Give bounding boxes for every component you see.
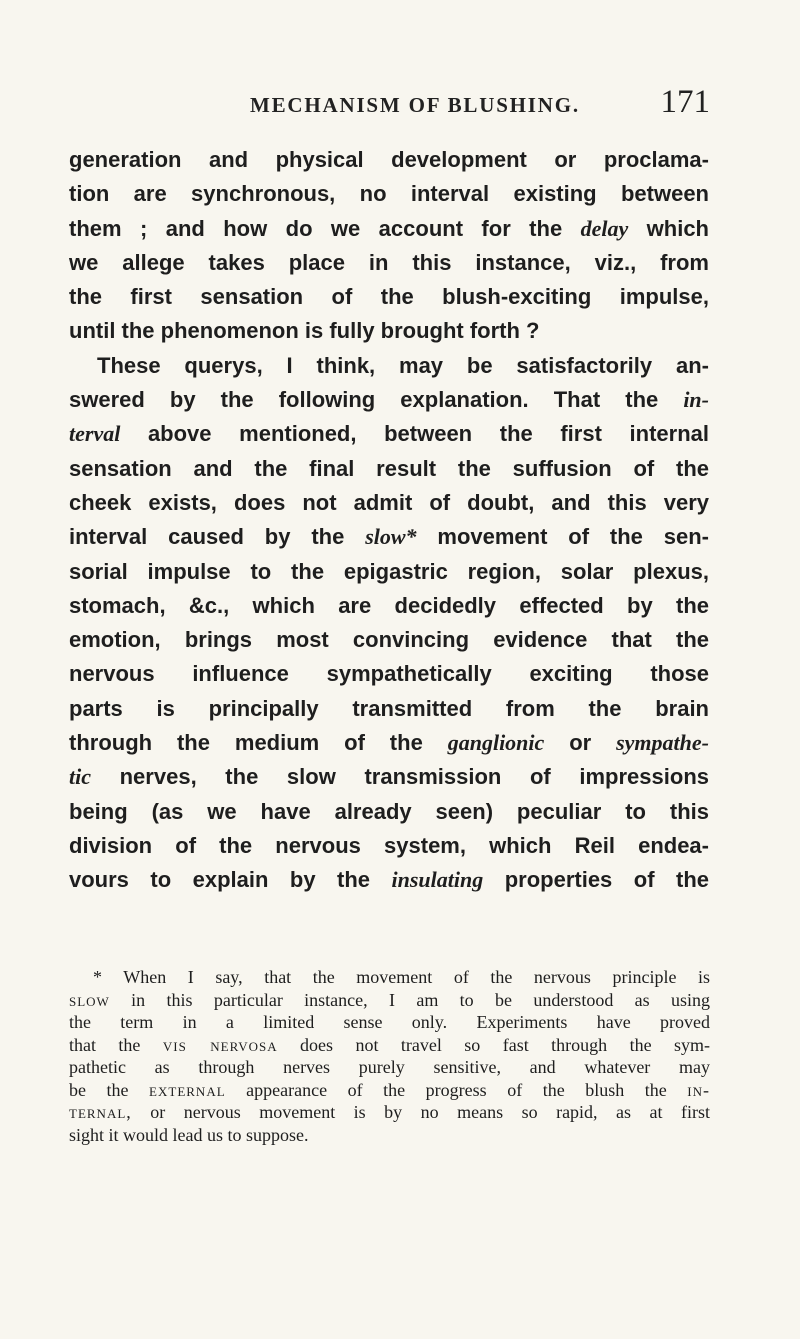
text-run: tion are synchronous, no interval existing between — [69, 181, 709, 207]
italic-text: sympathe- — [616, 730, 709, 756]
text-run: vours to explain by the — [69, 867, 392, 893]
text-line — [69, 863, 709, 897]
text-line — [69, 829, 709, 863]
text-run: These querys, I think, may be satisfactorily an- — [97, 352, 709, 378]
text-run: be the — [69, 1079, 150, 1100]
small-caps-text: in- — [687, 1079, 710, 1100]
text-run: parts is principally transmitted from the brain — [69, 695, 709, 721]
text-run: movement of the sen- — [416, 524, 710, 550]
text-run: pathetic as through nerves purely sensitive, and whatever may — [69, 1057, 710, 1077]
page-number: 171 — [660, 84, 710, 120]
footnote-line — [69, 1101, 710, 1124]
footnote-line — [69, 1034, 710, 1057]
main-text — [69, 143, 709, 898]
text-line — [69, 280, 709, 314]
text-line — [69, 314, 709, 348]
text-line — [69, 726, 709, 760]
text-run: properties of the — [483, 867, 709, 893]
text-run: division of the nervous system, which Reil endea- — [69, 832, 709, 858]
text-run: nervous influence sympathetically exciting those — [69, 661, 709, 687]
footnote-line — [69, 1011, 710, 1034]
footnote-line — [69, 1056, 710, 1079]
text-line — [69, 520, 709, 554]
text-line — [69, 486, 709, 520]
text-line — [69, 177, 709, 211]
text-run: nerves, the slow transmission of impressions — [91, 764, 709, 790]
text-line — [69, 555, 709, 589]
text-run: * When I say, that the movement of the nervous principle is — [93, 967, 710, 987]
text-run: being (as we have already seen) peculiar to this — [69, 798, 709, 824]
footnote-line — [69, 1124, 710, 1147]
text-run: sorial impulse to the epigastric region, solar plexus, — [69, 558, 709, 584]
text-run: through the medium of the — [69, 730, 448, 756]
small-caps-text: external — [149, 1079, 226, 1100]
text-line — [69, 692, 709, 726]
text-line — [69, 760, 709, 794]
text-run: stomach, &c., which are decidedly effected by the — [69, 592, 709, 618]
text-run: generation and physical development or proclama- — [69, 147, 709, 172]
text-run: in this particular instance, I am to be understood as using — [109, 989, 710, 1010]
text-run: the first sensation of the blush-exciting impulse, — [69, 284, 709, 310]
small-caps-text: ternal, — [69, 1102, 132, 1122]
small-caps-text: vis nervosa — [162, 1034, 278, 1055]
italic-text: delay — [580, 215, 629, 241]
footnote-line — [69, 966, 710, 989]
text-line — [69, 143, 709, 177]
text-run: cheek exists, does not admit of doubt, and this very — [69, 489, 709, 515]
text-line — [69, 589, 709, 623]
italic-text: tic — [69, 764, 91, 790]
footnote — [69, 966, 710, 1146]
page-header — [250, 82, 710, 122]
italic-text: insulating — [391, 867, 484, 893]
text-run: above mentioned, between the first internal — [120, 421, 709, 447]
text-run: we allege takes place in this instance, viz., from — [69, 249, 709, 275]
running-head: MECHANISM OF BLUSHING. — [250, 93, 580, 117]
italic-text: ganglionic — [447, 730, 545, 756]
footnote-line — [69, 989, 710, 1012]
text-run: which — [628, 215, 709, 241]
text-run: the term in a limited sense only. Experiments have proved — [69, 1012, 710, 1032]
text-line — [69, 657, 709, 691]
text-run: swered by the following explanation. That the — [69, 387, 684, 413]
text-run: does not travel so fast through the sym- — [277, 1034, 710, 1055]
text-run: or nervous movement is by no means so rapid, as at first — [131, 1102, 710, 1122]
text-run: them ; and how do we account for the — [69, 215, 581, 241]
text-line — [69, 452, 709, 486]
text-line — [69, 623, 709, 657]
text-line — [69, 349, 709, 383]
text-line — [69, 212, 709, 246]
text-run: or — [544, 730, 617, 756]
italic-text: slow* — [365, 524, 417, 550]
small-caps-text: slow — [69, 989, 110, 1010]
italic-text: terval — [69, 421, 121, 447]
text-run: emotion, brings most convincing evidence that the — [69, 627, 709, 653]
text-run: sight it would lead us to suppose. — [69, 1124, 309, 1145]
text-run: interval caused by the — [69, 524, 366, 550]
text-line — [69, 383, 709, 417]
text-line — [69, 246, 709, 280]
footnote-line — [69, 1079, 710, 1102]
italic-text: in- — [683, 387, 709, 413]
text-line — [69, 417, 709, 451]
text-line — [69, 795, 709, 829]
text-run: appearance of the progress of the blush the — [225, 1079, 688, 1100]
text-run: until the phenomenon is fully brought forth ? — [69, 318, 540, 344]
text-run: sensation and the final result the suffusion of the — [69, 455, 709, 481]
text-run: that the — [69, 1034, 163, 1055]
